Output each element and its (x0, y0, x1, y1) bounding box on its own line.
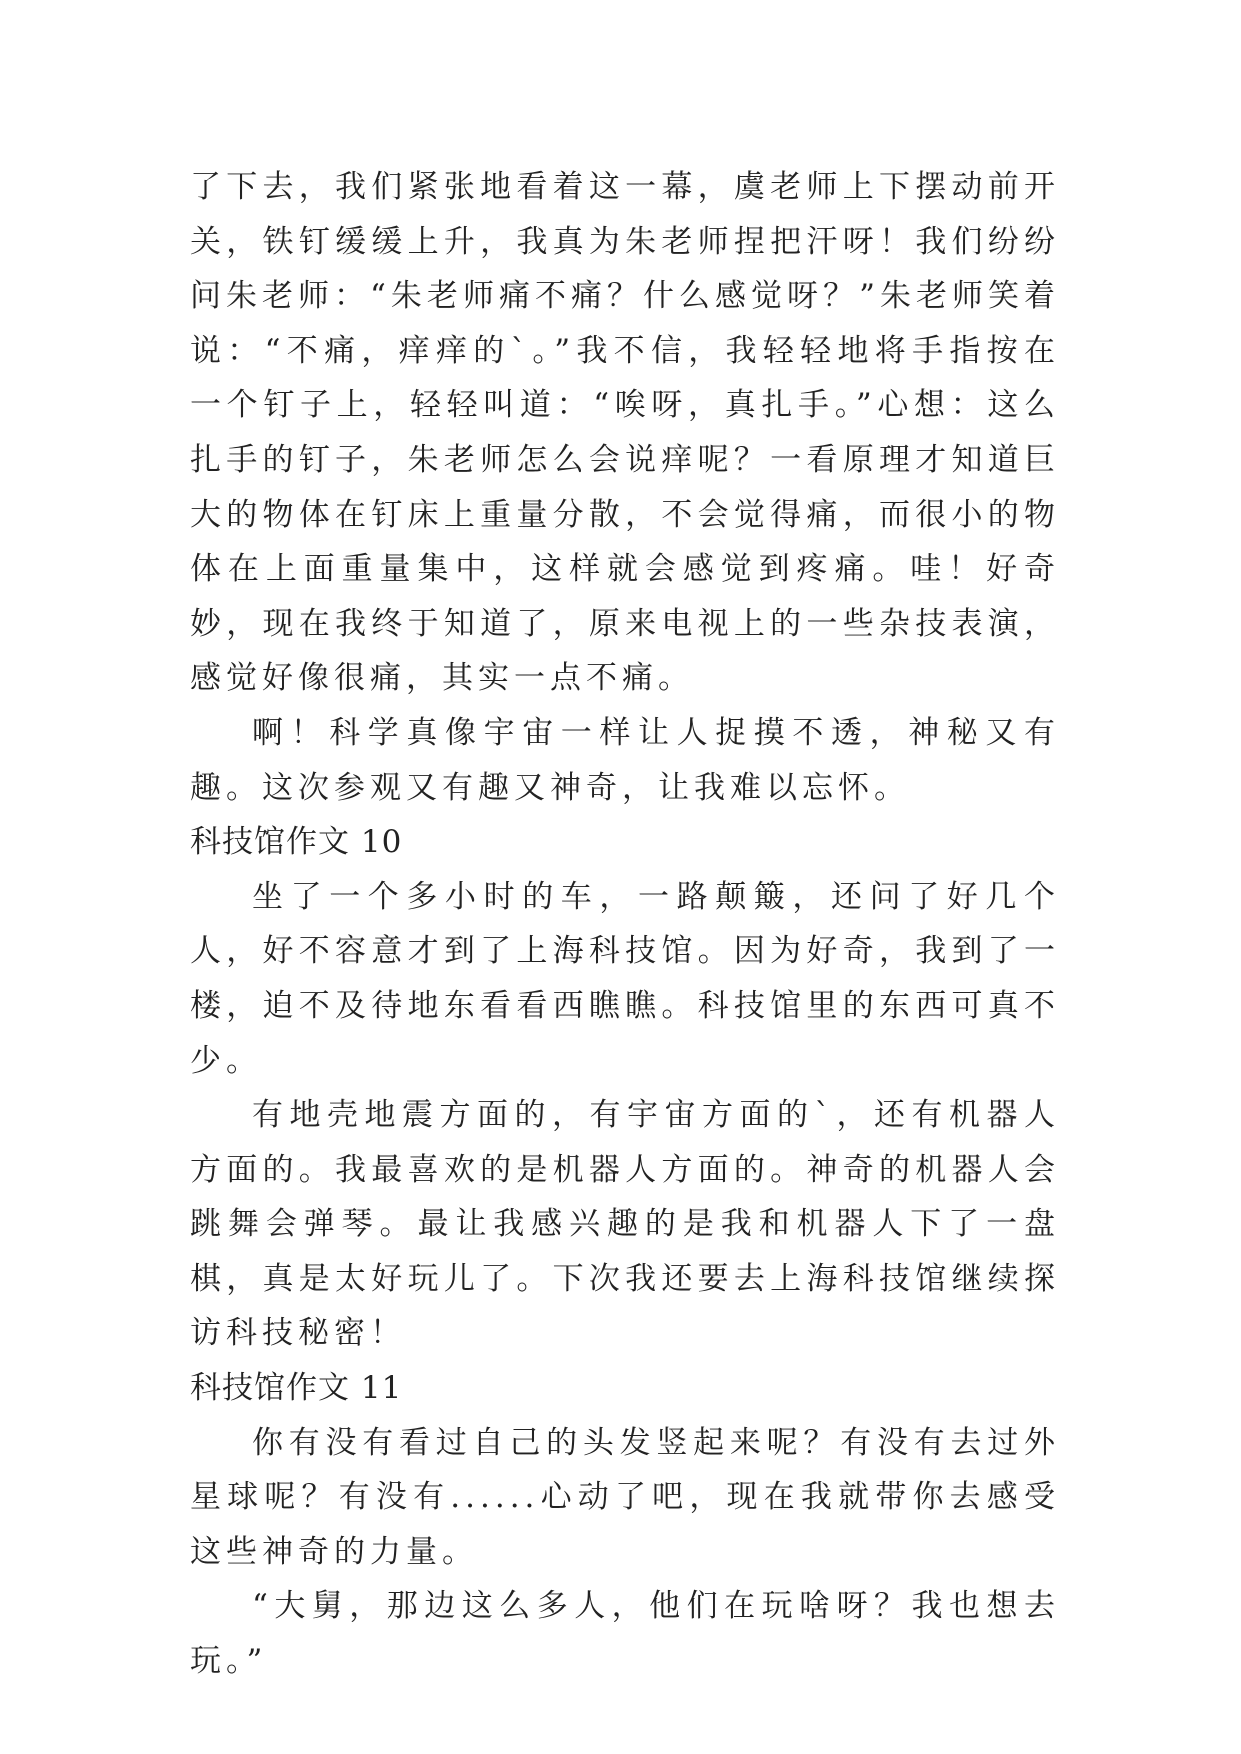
paragraph: 坐了一个多小时的车，一路颠簸，还问了好几个人，好不容意才到了上海科技馆。因为好奇，我到了一楼，迫不及待地东看看西瞧瞧。科技馆里的东西可真不少。 (190, 878, 1060, 1079)
paragraph: “大舅，那边这么多人，他们在玩啥呀？我也想去玩。” (190, 1588, 1060, 1680)
paragraph: 了下去，我们紧张地看着这一幕，虞老师上下摆动前开关，铁钉缓缓上升，我真为朱老师捏把汗呀！我们纷纷问朱老师：“朱老师痛不痛？什么感觉呀？”朱老师笑着说：“不痛，痒痒的`。”我不信，我轻轻地将手指按在一个钉子上，轻轻叫道：“唉呀，真扎手。”心想：这么扎手的钉子，朱老师怎么会说痒呢？一看原理才知道巨大的物体在钉床上重量分散，不会觉得痛，而很小的物体在上面重量集中，这样就会感觉到疼痛。哇！好奇妙，现在我终于知道了，原来电视上的一些杂技表演，感觉好像很痛，其实一点不痛。 (190, 169, 1060, 697)
section-heading: 科技馆作文 11 (190, 1370, 403, 1407)
section-heading: 科技馆作文 10 (190, 824, 403, 861)
paragraph: 你有没有看过自己的头发竖起来呢？有没有去过外星球呢？有没有......心动了吧，现在我就带你去感受这些神奇的力量。 (190, 1424, 1060, 1570)
paragraph: 啊！科学真像宇宙一样让人捉摸不透，神秘又有趣。这次参观又有趣又神奇，让我难以忘怀。 (190, 714, 1060, 806)
paragraph: 有地壳地震方面的，有宇宙方面的`，还有机器人方面的。我最喜欢的是机器人方面的。神奇的机器人会跳舞会弹琴。最让我感兴趣的是我和机器人下了一盘棋，真是太好玩儿了。下次我还要去上海科技馆继续探访科技秘密！ (190, 1097, 1060, 1352)
document-body (190, 160, 1060, 1689)
